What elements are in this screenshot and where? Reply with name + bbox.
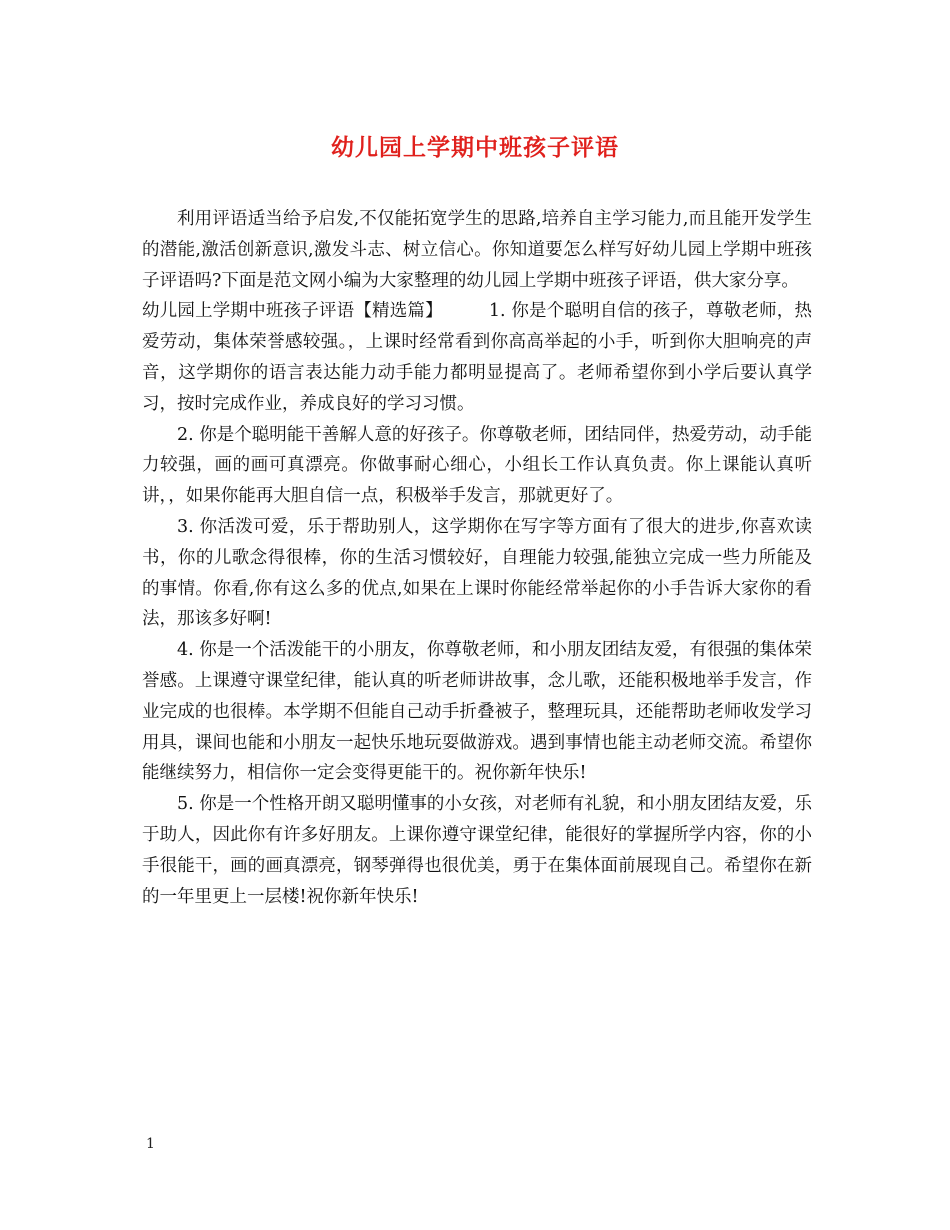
comment-item-2: 2. 你是个聪明能干善解人意的好孩子。你尊敬老师，团结同伴，热爱劳动，动手能力较强，画的画可真漂亮。你做事耐心细心，小组长工作认真负责。你上课能认真听讲，，如果你能再大胆自信一点，积极举手发言，那就更好了。: [142, 424, 812, 507]
comment-item-1: 1. 你是个聪明自信的孩子，尊敬老师，热爱劳动，集体荣誉感较强。，上课时经常看到你高高举起的小手，听到你大胆响亮的声音，这学期你的语言表达能力动手能力都明显提高了。老师希望你到小学后要认真学习，按时完成作业，养成良好的学习习惯。: [142, 301, 812, 414]
comment-item-4: 4. 你是一个活泼能干的小朋友，你尊敬老师，和小朋友团结友爱，有很强的集体荣誉感。上课遵守课堂纪律，能认真的听老师讲故事，念儿歌，还能积极地举手发言，作业完成的也很棒。本学期不但能自己动手折叠被子，整理玩具，还能帮助老师收发学习用具，课间也能和小朋友一起快乐地玩耍做游戏。遇到事情也能主动老师交流。希望你能继续努力，相信你一定会变得更能干的。祝你新年快乐!: [142, 640, 812, 784]
page-number: 1: [146, 1136, 155, 1152]
section-heading: 幼儿园上学期中班孩子评语【精选篇】: [142, 301, 443, 322]
document-title: 幼儿园上学期中班孩子评语: [331, 134, 619, 161]
comment-item-5: 5. 你是一个性格开朗又聪明懂事的小女孩，对老师有礼貌，和小朋友团结友爱，乐于助人，因此你有许多好朋友。上课你遵守课堂纪律，能很好的掌握所学内容，你的小手很能干，画的画真漂亮，钢琴弹得也很优美，勇于在集体面前展现自己。希望你在新的一年里更上一层楼!祝你新年快乐!: [142, 794, 812, 907]
heading-spacer: [443, 301, 489, 321]
comment-item-3: 3. 你活泼可爱，乐于帮助别人，这学期你在写字等方面有了很大的进步,你喜欢读书，你的儿歌念得很棒，你的生活习惯较好，自理能力较强,能独立完成一些力所能及的事情。你看,你有这么多的优点,如果在上课时你能经常举起你的小手告诉大家你的看法，那该多好啊!: [142, 516, 812, 630]
document-body: [142, 204, 812, 912]
section-paragraph: [142, 296, 812, 419]
intro-paragraph: 利用评语适当给予启发,不仅能拓宽学生的思路,培养自主学习能力,而且能开发学生的潜能,激活创新意识,激发斗志、树立信心。你知道要怎么样写好幼儿园上学期中班孩子评语吗?下面是范文网小编为大家整理的幼儿园上学期中班孩子评语，供大家分享。: [142, 209, 812, 291]
